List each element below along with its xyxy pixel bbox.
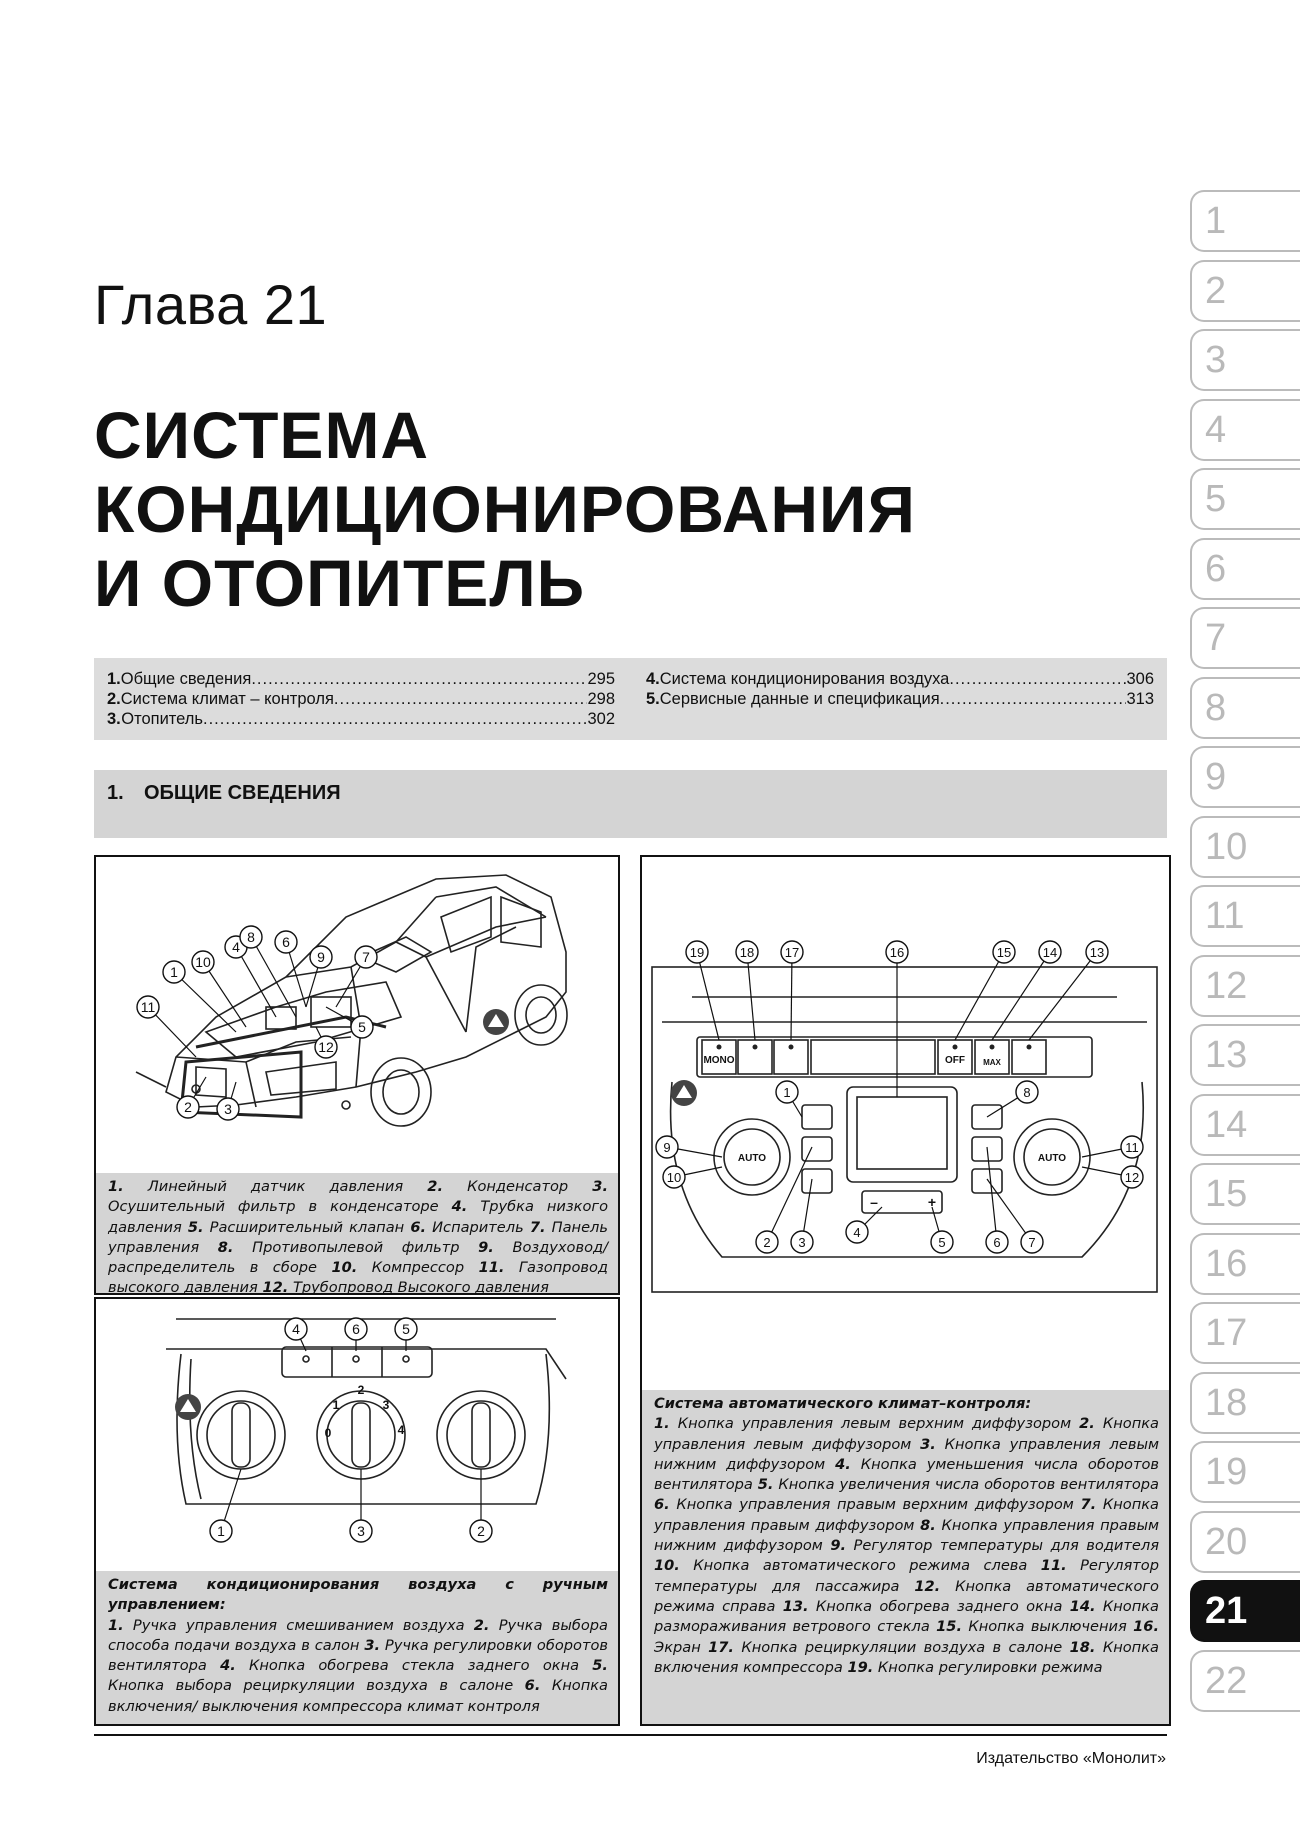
caption-item-text: Кнопка включения компрессора bbox=[654, 1638, 1159, 1676]
manual-panel-illustration bbox=[96, 1299, 618, 1544]
toc-col-right bbox=[646, 669, 1154, 709]
caption-item-number: 10. bbox=[331, 1259, 358, 1277]
chapter-tab-7[interactable] bbox=[1190, 607, 1300, 669]
caption-item-number: 1. bbox=[108, 1178, 124, 1195]
chapter-tab-6[interactable] bbox=[1190, 538, 1300, 600]
caption-item-number: 14. bbox=[1069, 1597, 1096, 1615]
chapter-tab-label: 19 bbox=[1205, 1451, 1248, 1493]
svg-text:4: 4 bbox=[232, 939, 240, 955]
title-line-1: СИСТЕМА bbox=[94, 398, 430, 472]
caption-item-number: 9. bbox=[830, 1537, 847, 1555]
svg-text:9: 9 bbox=[317, 949, 325, 965]
svg-text:10: 10 bbox=[195, 954, 211, 970]
svg-text:12: 12 bbox=[318, 1039, 334, 1055]
caption-item-number: 8. bbox=[920, 1516, 936, 1534]
chapter-tab-label: 13 bbox=[1205, 1034, 1248, 1076]
chapter-tab-2[interactable] bbox=[1190, 260, 1300, 322]
svg-text:5: 5 bbox=[402, 1321, 410, 1337]
caption-item-text: Кнопка автоматического режима слева bbox=[679, 1557, 1041, 1575]
caption-item-number: 11. bbox=[1040, 1557, 1067, 1575]
callout-5 bbox=[395, 1318, 417, 1351]
chapter-tab-label: 9 bbox=[1205, 756, 1227, 798]
auto-left-label: AUTO bbox=[737, 1153, 767, 1164]
callout-6 bbox=[275, 931, 306, 1007]
chapter-tab-17[interactable] bbox=[1190, 1302, 1300, 1364]
svg-text:3: 3 bbox=[357, 1523, 365, 1539]
caption-item-number: 6. bbox=[524, 1677, 541, 1695]
caption-item-number: 2. bbox=[1079, 1415, 1095, 1433]
caption-item-number: 18. bbox=[1069, 1638, 1096, 1656]
callout-6 bbox=[345, 1318, 367, 1351]
chapter-tab-20[interactable] bbox=[1190, 1511, 1300, 1573]
caption-item-number: 2. bbox=[427, 1178, 443, 1195]
chapter-tab-label: 17 bbox=[1205, 1312, 1248, 1354]
caption-item-text: Кнопка уменьшения числа оборотов вентилятора bbox=[654, 1455, 1159, 1494]
figure-car-components bbox=[94, 855, 620, 1295]
caption-item-number: 3. bbox=[364, 1636, 381, 1654]
chapter-tab-label: 16 bbox=[1205, 1242, 1248, 1285]
caption-item-number: 17. bbox=[708, 1638, 734, 1656]
chapter-tab-18[interactable] bbox=[1190, 1372, 1300, 1434]
caption-item-text: Регулятор температуры для водителя bbox=[846, 1537, 1160, 1555]
svg-text:13: 13 bbox=[1089, 945, 1105, 960]
svg-text:15: 15 bbox=[996, 945, 1012, 960]
brand-logo bbox=[483, 1009, 509, 1035]
chapter-tab-10[interactable] bbox=[1190, 816, 1300, 878]
caption-item-text: Трубопровод Высокого давления bbox=[288, 1279, 549, 1297]
chapter-label: Глава 21 bbox=[94, 273, 328, 336]
caption-item-number: 7. bbox=[1080, 1496, 1097, 1514]
caption-item-number: 1. bbox=[108, 1616, 124, 1634]
chapter-tab-label: 15 bbox=[1205, 1173, 1248, 1215]
svg-text:1: 1 bbox=[217, 1523, 225, 1539]
svg-text:16: 16 bbox=[889, 945, 905, 960]
caption-item-text: Кнопка управления левым нижним диффузором bbox=[654, 1435, 1159, 1473]
caption-heading: Система кондиционирования воздуха с ручным управлением: bbox=[108, 1576, 608, 1614]
caption-item-text: Конденсатор bbox=[443, 1178, 593, 1195]
figure-manual-caption bbox=[96, 1571, 618, 1724]
svg-text:10: 10 bbox=[666, 1170, 682, 1185]
chapter-tab-13[interactable] bbox=[1190, 1024, 1300, 1086]
dial-number: 1 bbox=[332, 1398, 340, 1412]
callout-3 bbox=[217, 1082, 239, 1120]
brand-logo bbox=[671, 1080, 697, 1106]
caption-item-number: 3. bbox=[592, 1178, 608, 1195]
figure-auto-climate bbox=[640, 855, 1171, 1726]
auto-panel-illustration bbox=[642, 857, 1169, 1392]
table-of-contents bbox=[94, 658, 1167, 740]
figure-auto-caption bbox=[642, 1390, 1169, 1724]
svg-text:19: 19 bbox=[689, 945, 705, 960]
caption-item-text: Противопылевой фильтр bbox=[233, 1238, 479, 1256]
chapter-tab-19[interactable] bbox=[1190, 1441, 1300, 1503]
chapter-tab-5[interactable] bbox=[1190, 468, 1300, 530]
caption-item-number: 5. bbox=[592, 1657, 608, 1675]
callout-2 bbox=[470, 1469, 492, 1542]
chapter-tab-11[interactable] bbox=[1190, 885, 1300, 947]
caption-item-number: 12. bbox=[262, 1279, 289, 1297]
chapter-tab-label: 8 bbox=[1205, 686, 1227, 729]
chapter-tab-1[interactable] bbox=[1190, 190, 1300, 252]
caption-item-number: 16. bbox=[1133, 1618, 1159, 1636]
svg-text:7: 7 bbox=[362, 949, 370, 965]
chapter-tab-3[interactable] bbox=[1190, 329, 1300, 391]
caption-item-number: 6. bbox=[654, 1496, 670, 1514]
caption-item-text: Кнопка увеличения числа оборотов вентилятора bbox=[773, 1476, 1159, 1494]
svg-text:2: 2 bbox=[477, 1523, 485, 1539]
svg-text:9: 9 bbox=[663, 1140, 671, 1155]
toc-entry[interactable]: 4. Система кондиционирования воздуха ..... 306 bbox=[646, 669, 1154, 689]
svg-text:2: 2 bbox=[184, 1099, 192, 1115]
caption-item-number: 5. bbox=[757, 1476, 774, 1494]
toc-col-left bbox=[107, 669, 615, 729]
caption-item-text: Ручка выбора способа подачи воздуха в салон bbox=[108, 1616, 608, 1654]
max-button-label: MAX bbox=[983, 1058, 1001, 1067]
section-heading: 1. ОБЩИЕ СВЕДЕНИЯ bbox=[94, 770, 1167, 838]
chapter-tab-label: 2 bbox=[1205, 269, 1227, 312]
svg-text:11: 11 bbox=[140, 999, 156, 1015]
chapter-tab-label: 14 bbox=[1205, 1103, 1248, 1146]
chapter-tab-label: 1 bbox=[1205, 200, 1227, 242]
svg-text:8: 8 bbox=[247, 929, 255, 945]
caption-item-text: Кнопка выключения bbox=[962, 1618, 1134, 1636]
dial-number: 3 bbox=[382, 1398, 390, 1412]
chapter-tab-14[interactable] bbox=[1190, 1094, 1300, 1156]
svg-text:4: 4 bbox=[292, 1321, 300, 1337]
dial-number: 4 bbox=[397, 1423, 405, 1437]
chapter-tab-label: 3 bbox=[1205, 339, 1227, 381]
chapter-tab-label: 4 bbox=[1205, 408, 1227, 451]
svg-text:11: 11 bbox=[1125, 1140, 1139, 1155]
callout-1 bbox=[210, 1469, 241, 1542]
caption-item-text: Кнопка управления левым диффузором bbox=[654, 1415, 1159, 1453]
chapter-tab-label: 21 bbox=[1205, 1590, 1248, 1632]
caption-item-number: 13. bbox=[782, 1597, 809, 1615]
caption-item-number: 7. bbox=[529, 1218, 546, 1236]
caption-item-text: Кнопка обогрева стекла заднего окна bbox=[235, 1657, 593, 1675]
dial-number: 0 bbox=[324, 1426, 332, 1440]
caption-item-text: Кнопка управления правым верхним диффузором bbox=[669, 1496, 1081, 1514]
title-line-3: И ОТОПИТЕЛЬ bbox=[94, 546, 586, 620]
caption-item-number: 11. bbox=[478, 1259, 505, 1277]
callout-4 bbox=[285, 1318, 307, 1351]
car-illustration bbox=[96, 857, 618, 1157]
svg-text:1: 1 bbox=[783, 1085, 791, 1100]
chapter-tab-label: 10 bbox=[1205, 825, 1248, 868]
caption-item-number: 4. bbox=[835, 1455, 851, 1473]
mono-button-label: MONO bbox=[703, 1055, 735, 1066]
svg-text:5: 5 bbox=[938, 1235, 946, 1250]
chapter-title bbox=[94, 398, 916, 620]
toc-entry[interactable]: 2. Система климат – контроля ..... 298 bbox=[107, 689, 615, 709]
chapter-tab-8[interactable] bbox=[1190, 677, 1300, 739]
chapter-tab-label: 22 bbox=[1205, 1659, 1248, 1702]
svg-text:6: 6 bbox=[352, 1321, 360, 1337]
chapter-tab-22[interactable] bbox=[1190, 1650, 1300, 1712]
caption-item-text: Кнопка регулировки режима bbox=[873, 1658, 1103, 1676]
chapter-tab-label: 6 bbox=[1205, 547, 1227, 590]
svg-text:7: 7 bbox=[1028, 1235, 1036, 1250]
chapter-tab-label: 20 bbox=[1205, 1520, 1248, 1563]
caption-item-number: 5. bbox=[187, 1218, 204, 1236]
auto-right-label: AUTO bbox=[1037, 1153, 1067, 1164]
callout-9 bbox=[306, 946, 332, 1007]
caption-item-text: Компрессор bbox=[357, 1259, 479, 1277]
caption-item-text: Воздуховод/распределитель в сборе bbox=[108, 1238, 609, 1277]
caption-item-number: 15. bbox=[936, 1618, 962, 1636]
caption-item-text: Кнопка автоматического режима справа bbox=[654, 1577, 1159, 1615]
svg-text:3: 3 bbox=[224, 1101, 232, 1117]
caption-item-text: Ручка управления смешиванием воздуха bbox=[123, 1616, 474, 1634]
caption-item-text: Кнопка управления левым верхним диффузором bbox=[669, 1415, 1080, 1433]
caption-item-text: Кнопка управления правым диффузором bbox=[654, 1496, 1159, 1534]
callout-12 bbox=[315, 1027, 337, 1058]
chapter-tab-16[interactable] bbox=[1190, 1233, 1300, 1295]
footer-rule bbox=[94, 1734, 1167, 1736]
caption-item-text: Регулятор температуры для пассажира bbox=[654, 1557, 1159, 1595]
chapter-tab-12[interactable] bbox=[1190, 955, 1300, 1017]
svg-text:8: 8 bbox=[1023, 1085, 1031, 1100]
caption-item-number: 8. bbox=[217, 1238, 234, 1256]
svg-text:4: 4 bbox=[853, 1225, 861, 1240]
figure-manual-climate bbox=[94, 1297, 620, 1726]
caption-item-number: 1. bbox=[654, 1415, 670, 1433]
brand-logo bbox=[175, 1394, 201, 1420]
caption-heading: Система автоматического климат–контроля: bbox=[654, 1395, 1032, 1412]
caption-item-text: Испаритель bbox=[426, 1218, 530, 1236]
caption-item-text: Кнопка размораживания ветрового стекла bbox=[654, 1597, 1159, 1636]
caption-item-number: 9. bbox=[478, 1238, 494, 1256]
chapter-tab-21[interactable] bbox=[1190, 1580, 1300, 1642]
caption-item-text: Осушительный фильтр в конденсаторе bbox=[108, 1198, 452, 1216]
caption-item-text: Кнопка включения/ выключения компрессора климат контроля bbox=[108, 1677, 608, 1715]
chapter-tab-label: 12 bbox=[1205, 964, 1248, 1007]
callout-11 bbox=[137, 996, 196, 1057]
caption-item-number: 3. bbox=[920, 1435, 936, 1453]
chapter-tab-label: 18 bbox=[1205, 1381, 1248, 1424]
caption-item-text: Трубка низкого давления bbox=[108, 1198, 608, 1236]
toc-entry[interactable]: 1. Общие сведения ..... 295 bbox=[107, 669, 615, 689]
svg-text:12: 12 bbox=[1124, 1170, 1140, 1185]
caption-item-text: Кнопка выбора рециркуляции воздуха в салоне bbox=[108, 1677, 525, 1695]
caption-item-number: 4. bbox=[451, 1198, 468, 1216]
caption-item-text: Кнопка рециркуляции воздуха в салоне bbox=[733, 1638, 1070, 1656]
chapter-tab-9[interactable] bbox=[1190, 746, 1300, 808]
chapter-tab-label: 11 bbox=[1205, 895, 1245, 937]
svg-text:3: 3 bbox=[798, 1235, 806, 1250]
caption-item-number: 19. bbox=[847, 1658, 874, 1676]
figure-car-caption bbox=[96, 1173, 618, 1297]
chapter-tab-label: 7 bbox=[1205, 617, 1227, 659]
chapter-tab-label: 5 bbox=[1205, 478, 1227, 520]
caption-item-number: 4. bbox=[220, 1657, 236, 1675]
caption-item-text: Экран bbox=[654, 1638, 709, 1656]
svg-text:17: 17 bbox=[784, 945, 800, 960]
svg-text:18: 18 bbox=[739, 945, 755, 960]
caption-item-text: Расширительный клапан bbox=[203, 1218, 411, 1236]
publisher: Издательство «Монолит» bbox=[976, 1750, 1166, 1767]
chapter-tab-4[interactable] bbox=[1190, 399, 1300, 461]
caption-item-number: 10. bbox=[654, 1557, 680, 1575]
toc-entry[interactable]: 3. Отопитель ..... 302 bbox=[107, 709, 615, 729]
caption-item-number: 2. bbox=[473, 1616, 490, 1634]
caption-item-text: Газопровод высокого давления bbox=[108, 1259, 608, 1297]
svg-text:6: 6 bbox=[993, 1235, 1001, 1250]
caption-item-number: 12. bbox=[914, 1577, 941, 1595]
caption-item-number: 6. bbox=[410, 1218, 427, 1236]
minus-label: – bbox=[870, 1194, 878, 1210]
caption-item-text: Ручка регулировки оборотов вентилятора bbox=[108, 1636, 608, 1675]
toc-entry[interactable]: 5. Сервисные данные и спецификация ..... 313 bbox=[646, 689, 1154, 709]
caption-item-text: Линейный датчик давления bbox=[123, 1178, 428, 1195]
svg-text:1: 1 bbox=[170, 964, 178, 980]
svg-text:14: 14 bbox=[1042, 945, 1058, 960]
dial-number: 2 bbox=[357, 1383, 365, 1397]
callout-5 bbox=[326, 1007, 373, 1038]
svg-text:6: 6 bbox=[282, 934, 290, 950]
chapter-tab-15[interactable] bbox=[1190, 1163, 1300, 1225]
svg-text:5: 5 bbox=[358, 1019, 366, 1035]
caption-item-text: Кнопка управления правым нижним диффузором bbox=[654, 1516, 1159, 1555]
callout-3 bbox=[350, 1469, 372, 1542]
caption-item-text: Кнопка обогрева заднего окна bbox=[808, 1597, 1070, 1615]
title-line-2: КОНДИЦИОНИРОВАНИЯ bbox=[94, 472, 916, 546]
svg-text:2: 2 bbox=[763, 1235, 771, 1250]
plus-label: + bbox=[927, 1194, 937, 1210]
caption-item-text: Панель управления bbox=[108, 1218, 608, 1256]
off-button-label: OFF bbox=[945, 1055, 965, 1066]
